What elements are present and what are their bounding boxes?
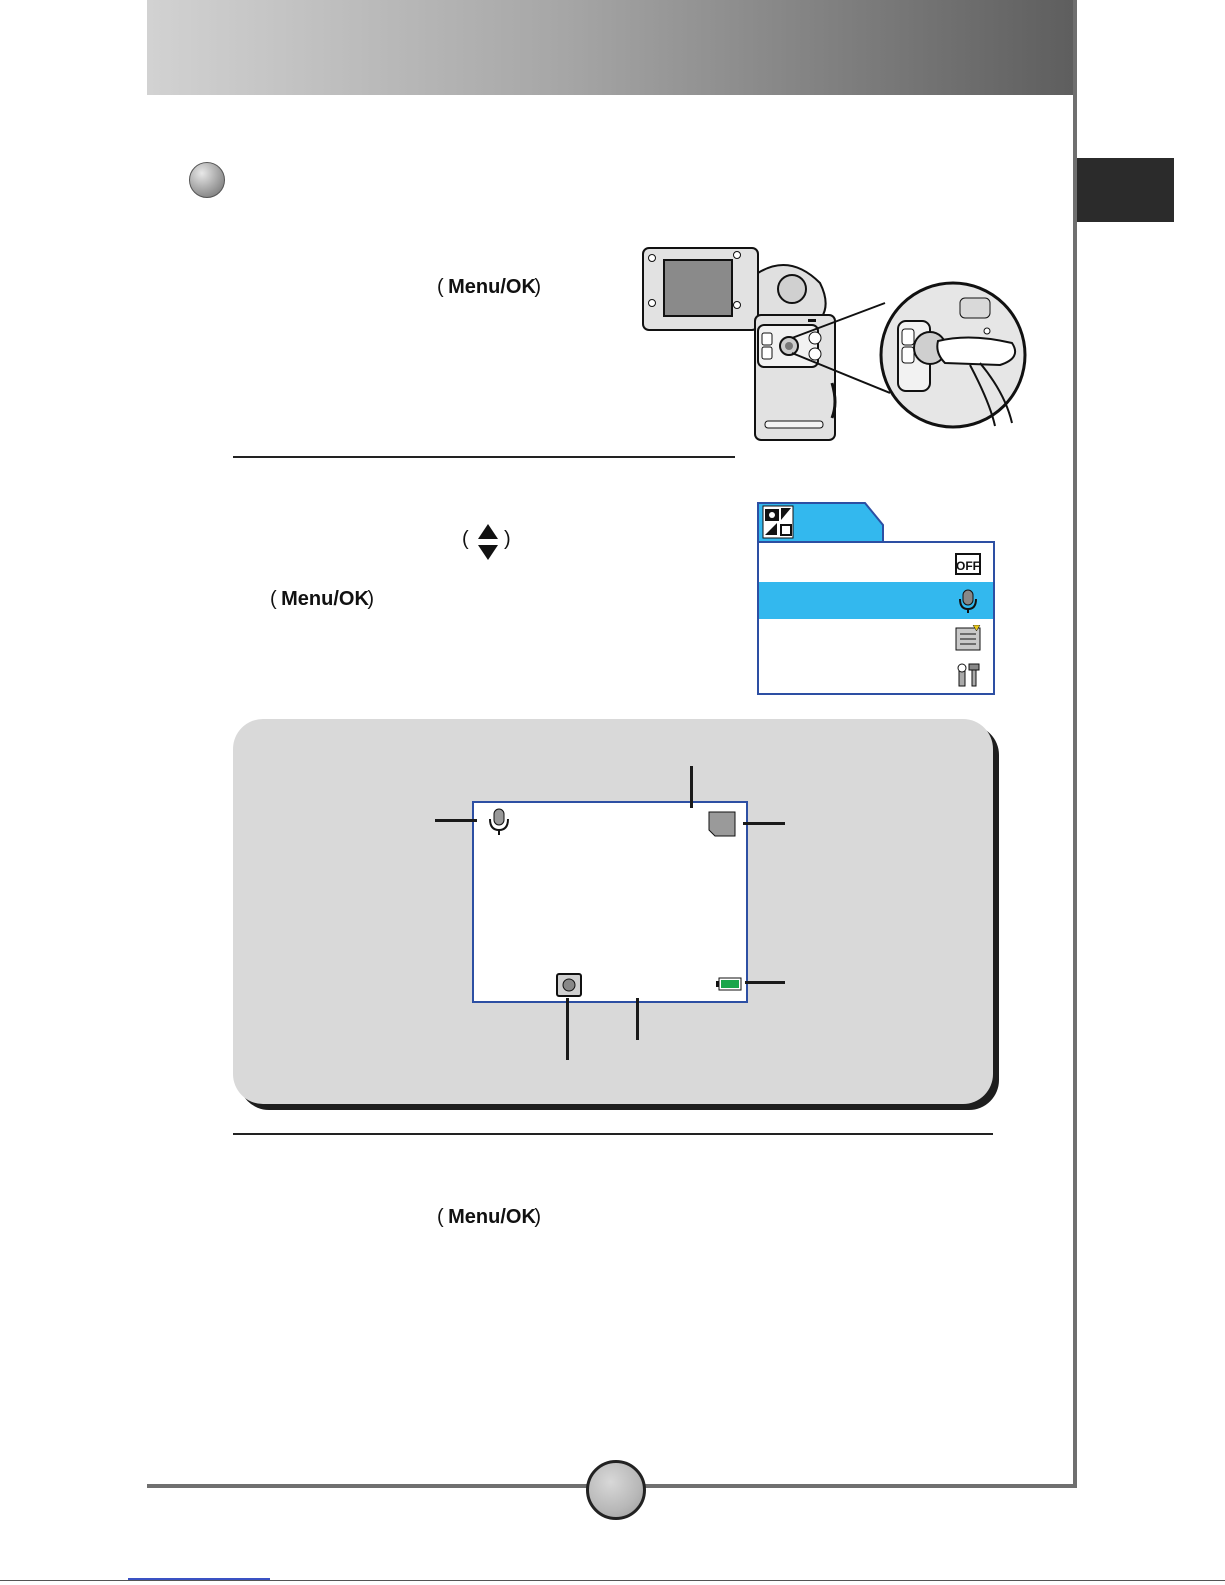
- camera-menu-panel: [757, 501, 995, 693]
- off-icon: [955, 551, 981, 577]
- up-down-arrow-icon: [476, 522, 500, 562]
- list-icon: [955, 625, 981, 651]
- menu-ok-key-label: Menu/OK: [448, 276, 536, 298]
- leader-line-battery: [745, 981, 785, 984]
- camera-lcd-panel: [643, 248, 758, 330]
- lcd-screen-diagram: [472, 801, 748, 1003]
- section-divider: [233, 1133, 993, 1135]
- menu-item-off[interactable]: [759, 545, 993, 582]
- microphone-icon: [955, 588, 981, 614]
- section-bullet-icon: [189, 162, 225, 198]
- microphone-icon: [486, 807, 512, 837]
- leader-line-card: [743, 822, 785, 825]
- up-down-key-ref: ( ): [462, 522, 532, 562]
- menu-ok-key-label: Menu/OK: [448, 1206, 536, 1228]
- leader-line-record: [566, 998, 569, 1060]
- menu-item-list[interactable]: [759, 619, 993, 656]
- bottom-link-underline: [128, 1578, 270, 1580]
- leader-line-mic: [435, 819, 477, 822]
- menu-tab: [757, 501, 885, 543]
- tools-icon: [955, 662, 981, 688]
- bottom-edge-line: [0, 1580, 1225, 1581]
- header-banner: [147, 0, 1074, 95]
- menu-ok-key-label: Menu/OK: [281, 588, 369, 610]
- memory-card-icon: [708, 811, 736, 837]
- menu-item-voice-memo[interactable]: [759, 582, 993, 619]
- camera-mode-icon: [763, 506, 793, 538]
- chapter-tab: [1077, 158, 1174, 222]
- step3-key-ref: ( Menu/OK ): [437, 1206, 542, 1228]
- zoom-detail: [881, 283, 1025, 427]
- section-divider: [233, 456, 735, 458]
- record-button-icon: [556, 973, 582, 997]
- menu-item-setup[interactable]: [759, 656, 993, 693]
- step2-key-ref: ( Menu/OK ): [270, 588, 375, 610]
- page-edge-rule: [1073, 0, 1077, 1488]
- step1-key-ref: ( Menu/OK ): [437, 276, 542, 298]
- leader-line-bottom: [636, 998, 639, 1040]
- battery-icon: [716, 977, 742, 991]
- off-icon-text: OFF: [956, 559, 980, 573]
- menu-list: [757, 541, 995, 695]
- camera-body: [755, 315, 835, 440]
- camera-illustration: [640, 243, 1040, 448]
- leader-line-top: [690, 766, 693, 808]
- page-number-badge: [586, 1460, 646, 1520]
